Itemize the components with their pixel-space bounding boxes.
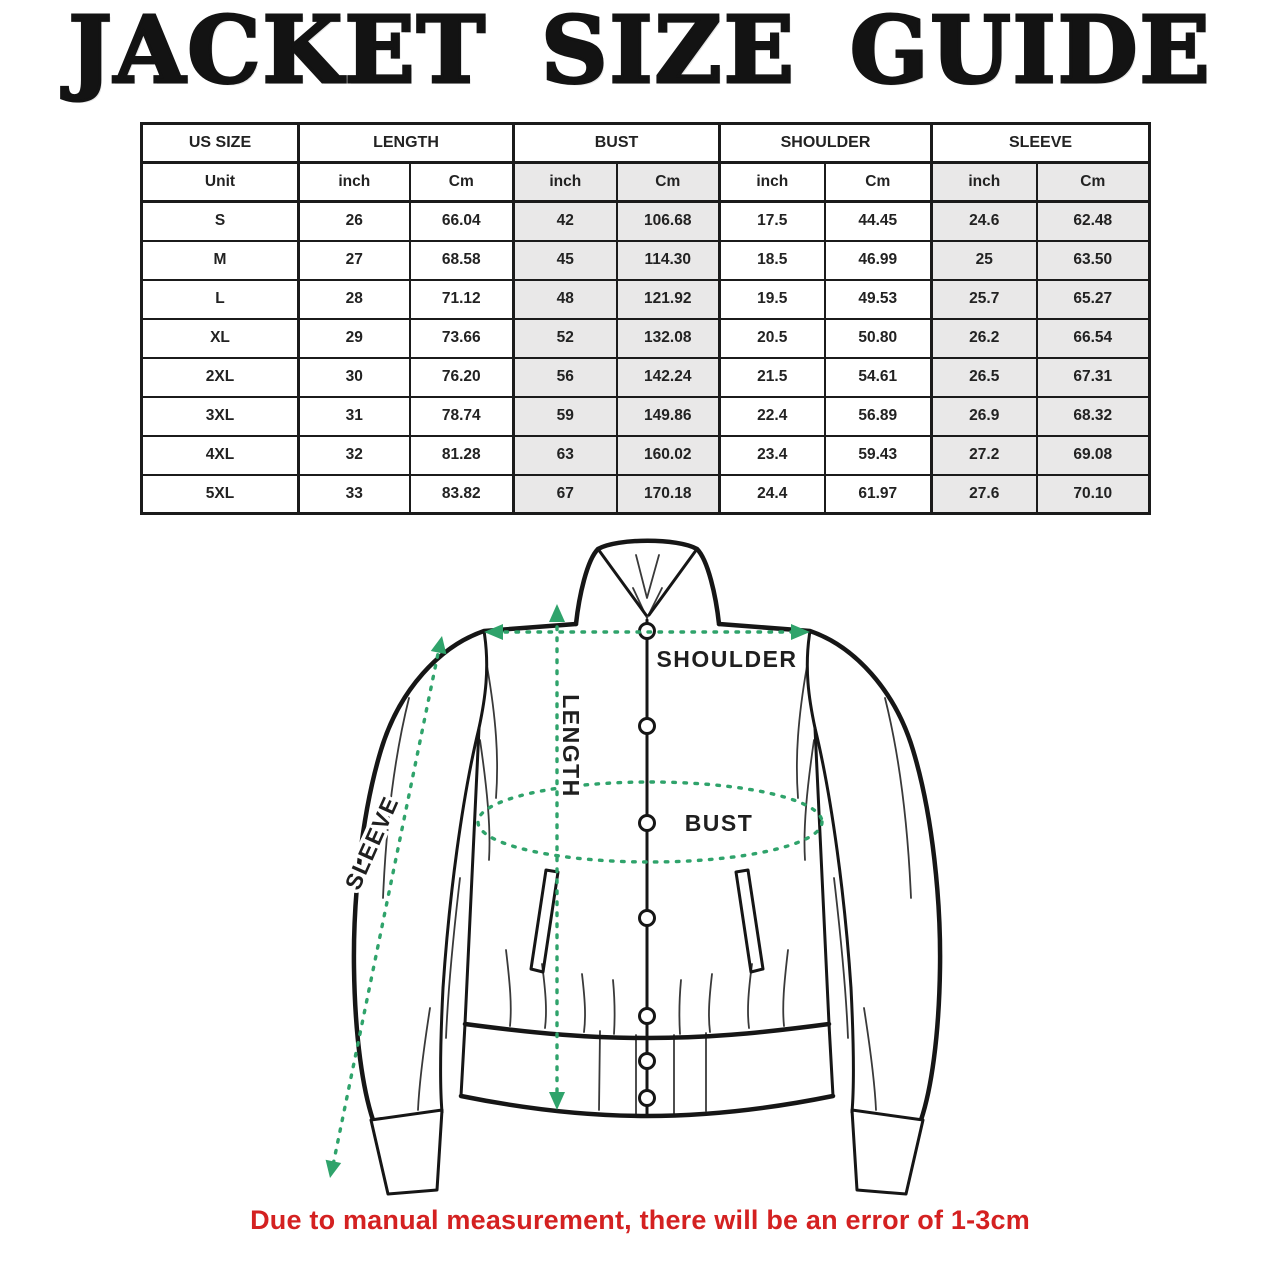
measurement-cell: 17.5 <box>720 202 825 241</box>
measurement-cell: 56.89 <box>825 397 932 436</box>
measurement-cell: 48 <box>514 280 617 319</box>
measurement-cell: 19.5 <box>720 280 825 319</box>
measurement-cell: 71.12 <box>410 280 514 319</box>
measurement-cell: 25 <box>932 241 1037 280</box>
sleeve-arrow <box>326 636 447 1178</box>
measurement-cell: 26 <box>299 202 410 241</box>
jacket-diagram <box>320 518 980 1208</box>
measurement-cell: 70.10 <box>1037 475 1150 514</box>
left-pocket-welt <box>531 870 558 972</box>
col-header-length: LENGTH <box>299 124 514 163</box>
size-label-cell: XL <box>142 319 299 358</box>
measurement-cell: 63 <box>514 436 617 475</box>
table-row <box>142 397 1150 436</box>
unit-cell: Unit <box>142 163 299 202</box>
measurement-cell: 68.58 <box>410 241 514 280</box>
measurement-cell: 32 <box>299 436 410 475</box>
table-header-row <box>142 124 1150 163</box>
measurement-cell: 18.5 <box>720 241 825 280</box>
right-pocket-welt <box>736 870 763 972</box>
unit-cell: Cm <box>410 163 514 202</box>
measurement-cell: 20.5 <box>720 319 825 358</box>
measurement-cell: 65.27 <box>1037 280 1150 319</box>
measurement-cell: 66.04 <box>410 202 514 241</box>
measurement-cell: 44.45 <box>825 202 932 241</box>
measurement-cell: 76.20 <box>410 358 514 397</box>
measurement-cell: 27.6 <box>932 475 1037 514</box>
table-row <box>142 319 1150 358</box>
size-label-cell: S <box>142 202 299 241</box>
bust-label: BUST <box>684 810 754 836</box>
size-table-body <box>142 124 1150 514</box>
right-cuff <box>852 1110 923 1194</box>
measurement-cell: 62.48 <box>1037 202 1150 241</box>
col-header-bust: BUST <box>514 124 720 163</box>
unit-cell: inch <box>932 163 1037 202</box>
page-title: JACKET SIZE GUIDE <box>68 0 1212 104</box>
measurement-cell: 132.08 <box>617 319 720 358</box>
measurement-cell: 52 <box>514 319 617 358</box>
unit-cell: inch <box>720 163 825 202</box>
measurement-disclaimer: Due to manual measurement, there will be an error of 1-3cm <box>250 1205 1030 1235</box>
measurement-cell: 45 <box>514 241 617 280</box>
unit-cell: Cm <box>825 163 932 202</box>
table-row <box>142 436 1150 475</box>
sleeve-label: SLEEVE <box>339 791 404 894</box>
unit-cell: Cm <box>1037 163 1150 202</box>
measurement-cell: 25.7 <box>932 280 1037 319</box>
size-table <box>140 122 1151 515</box>
measurement-cell: 78.74 <box>410 397 514 436</box>
size-label-cell: L <box>142 280 299 319</box>
measurement-cell: 66.54 <box>1037 319 1150 358</box>
measurement-cell: 23.4 <box>720 436 825 475</box>
measurement-cell: 121.92 <box>617 280 720 319</box>
measurement-cell: 54.61 <box>825 358 932 397</box>
table-row <box>142 475 1150 514</box>
measurement-cell: 24.6 <box>932 202 1037 241</box>
table-row <box>142 280 1150 319</box>
size-label-cell: 4XL <box>142 436 299 475</box>
measurement-cell: 106.68 <box>617 202 720 241</box>
measurement-cell: 49.53 <box>825 280 932 319</box>
measurement-cell: 26.5 <box>932 358 1037 397</box>
measurement-cell: 33 <box>299 475 410 514</box>
measurement-cell: 27 <box>299 241 410 280</box>
size-label-cell: 5XL <box>142 475 299 514</box>
measurement-cell: 149.86 <box>617 397 720 436</box>
left-cuff <box>371 1110 442 1194</box>
measurement-cell: 142.24 <box>617 358 720 397</box>
collar <box>576 541 719 624</box>
measurement-cell: 30 <box>299 358 410 397</box>
measurement-cell: 68.32 <box>1037 397 1150 436</box>
measurement-cell: 46.99 <box>825 241 932 280</box>
measurement-cell: 22.4 <box>720 397 825 436</box>
table-row <box>142 358 1150 397</box>
measurement-cell: 81.28 <box>410 436 514 475</box>
measurement-cell: 160.02 <box>617 436 720 475</box>
measurement-cell: 114.30 <box>617 241 720 280</box>
measurement-cell: 59 <box>514 397 617 436</box>
measurement-cell: 63.50 <box>1037 241 1150 280</box>
unit-cell: inch <box>514 163 617 202</box>
measurement-cell: 73.66 <box>410 319 514 358</box>
unit-cell: Cm <box>617 163 720 202</box>
col-header-us-size: US SIZE <box>142 124 299 163</box>
measurement-cell: 29 <box>299 319 410 358</box>
measurement-cell: 83.82 <box>410 475 514 514</box>
measurement-cell: 27.2 <box>932 436 1037 475</box>
col-header-sleeve: SLEEVE <box>932 124 1150 163</box>
col-header-shoulder: SHOULDER <box>720 124 932 163</box>
size-table-container <box>140 122 1148 512</box>
measurement-cell: 69.08 <box>1037 436 1150 475</box>
measurement-cell: 31 <box>299 397 410 436</box>
measurement-cell: 21.5 <box>720 358 825 397</box>
length-label: LENGTH <box>558 694 584 798</box>
size-label-cell: 2XL <box>142 358 299 397</box>
measurement-cell: 28 <box>299 280 410 319</box>
table-unit-row <box>142 163 1150 202</box>
size-label-cell: 3XL <box>142 397 299 436</box>
measurement-cell: 26.9 <box>932 397 1037 436</box>
measurement-cell: 61.97 <box>825 475 932 514</box>
measurement-cell: 26.2 <box>932 319 1037 358</box>
measurement-cell: 24.4 <box>720 475 825 514</box>
measurement-cell: 56 <box>514 358 617 397</box>
table-row <box>142 202 1150 241</box>
table-row <box>142 241 1150 280</box>
measurement-cell: 170.18 <box>617 475 720 514</box>
unit-cell: inch <box>299 163 410 202</box>
measurement-cell: 42 <box>514 202 617 241</box>
measurement-cell: 59.43 <box>825 436 932 475</box>
measurement-cell: 67 <box>514 475 617 514</box>
shoulder-label: SHOULDER <box>656 646 798 672</box>
measurement-cell: 50.80 <box>825 319 932 358</box>
measurement-cell: 67.31 <box>1037 358 1150 397</box>
size-label-cell: M <box>142 241 299 280</box>
